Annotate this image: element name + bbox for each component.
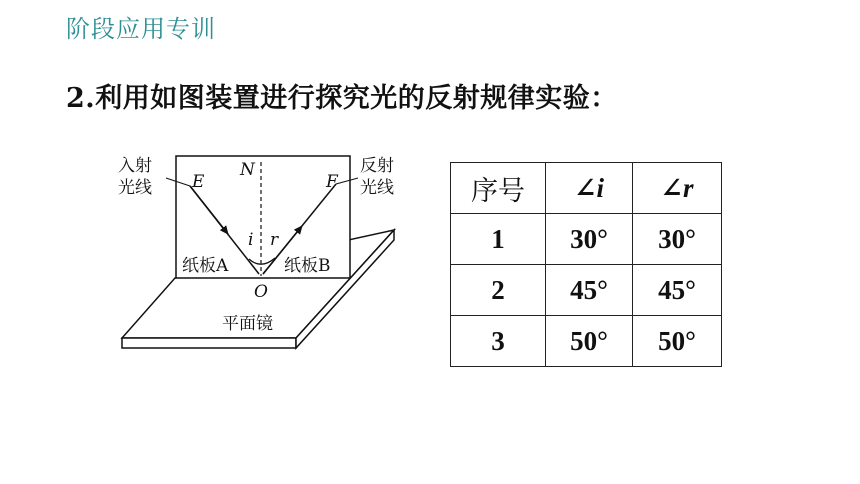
question-separator: . — [85, 83, 96, 114]
reflected-label-line1: 反射 — [360, 156, 394, 176]
row-index: 1 — [451, 214, 546, 265]
reflection-apparatus-figure — [110, 150, 420, 360]
header-angle-r — [633, 163, 722, 214]
row-angle-r: 30° — [633, 214, 722, 265]
table-row — [451, 214, 722, 265]
point-N-label: N — [240, 160, 255, 180]
header-angle-i — [546, 163, 633, 214]
row-index: 3 — [451, 316, 546, 367]
question-line — [66, 76, 618, 115]
row-index: 2 — [451, 265, 546, 316]
table-row — [451, 265, 722, 316]
mirror-label: 平面镜 — [222, 314, 273, 334]
angle-data-table — [450, 162, 722, 367]
point-E-label: E — [192, 172, 205, 192]
angle-r-label: r — [270, 230, 279, 250]
header-index: 序号 — [451, 163, 546, 214]
row-angle-r: 45° — [633, 265, 722, 316]
point-F-label: F — [326, 172, 338, 192]
question-number: 2 — [66, 83, 86, 114]
point-O-label: O — [254, 282, 268, 302]
row-angle-i: 45° — [546, 265, 633, 316]
incident-label-line1: 入射 — [118, 156, 152, 176]
board-B-label: 纸板B — [284, 256, 331, 276]
section-header: 阶段应用专训 — [66, 15, 216, 43]
angle-i-label: i — [248, 230, 254, 250]
reflected-label-line2: 光线 — [360, 178, 394, 198]
row-angle-i: 30° — [546, 214, 633, 265]
row-angle-i: 50° — [546, 316, 633, 367]
board-A-label: 纸板A — [182, 256, 229, 276]
header-angle-i-text: ∠i — [573, 172, 605, 203]
header-angle-r-text: ∠r — [660, 172, 694, 203]
table-row — [451, 316, 722, 367]
row-angle-r: 50° — [633, 316, 722, 367]
question-text: 利用如图装置进行探究光的反射规律实验： — [95, 83, 618, 114]
table-header-row — [451, 163, 722, 214]
incident-label-line2: 光线 — [118, 178, 152, 198]
